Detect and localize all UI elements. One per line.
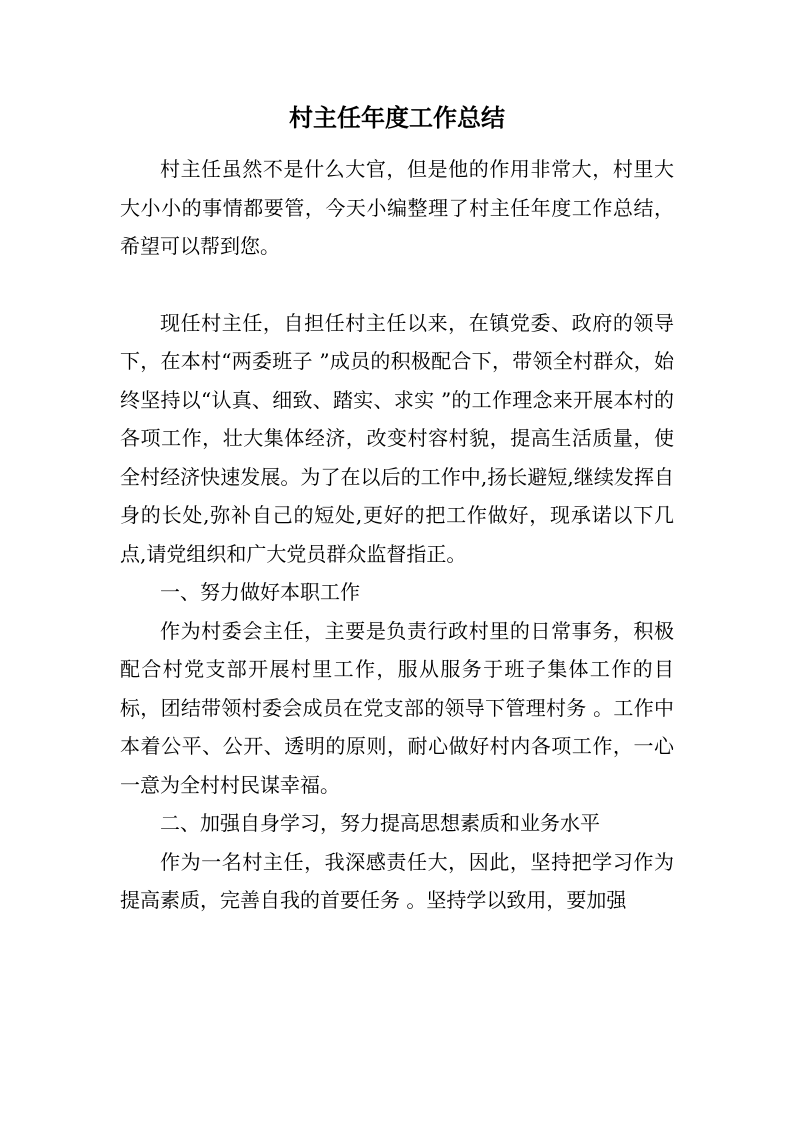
body-paragraph-1: 现任村主任，自担任村主任以来，在镇党委、政府的领导下，在本村“两委班子 ”成员的积极配合下，带领全村群众，始终坚持以“认真、细致、踏实、求实 ”的工作理念来开展本村的各项工作，壮大集体经济，改变村容村貌，提高生活质量，使全村经济快速发展。为了在以后的工作中,扬长避短,继续发挥自身的长处,弥补自己的短处,更好的把工作做好，现承诺以下几点,请党组织和广大党员群众监督指正。 <box>120 310 674 566</box>
section-body-1: 作为村委会主任，主要是负责行政村里的日常事务，积极配合村党支部开展村里工作，服从服务于班子集体工作的目标，团结带领村委会成员在党支部的领导下管理村务 。工作中本着公平、公开、透明的原则，耐心做好村内各项工作，一心一意为全村村民谋幸福。 <box>120 618 674 797</box>
intro-paragraph: 村主任虽然不是什么大官，但是他的作用非常大，村里大大小小的事情都要管，今天小编整理了村主任年度工作总结，希望可以帮到您。 <box>120 157 674 258</box>
section-heading-1: 一、努力做好本职工作 <box>160 580 360 604</box>
paragraph-spacer <box>120 266 674 304</box>
section-body-2: 作为一名村主任，我深感责任大，因此，坚持把学习作为提高素质，完善自我的首要任务 。坚持学以致用，要加强 <box>120 849 674 912</box>
section-heading-2: 二、加强自身学习，努力提高思想素质和业务水平 <box>160 811 600 835</box>
document-title: 村主任年度工作总结 <box>289 104 505 132</box>
